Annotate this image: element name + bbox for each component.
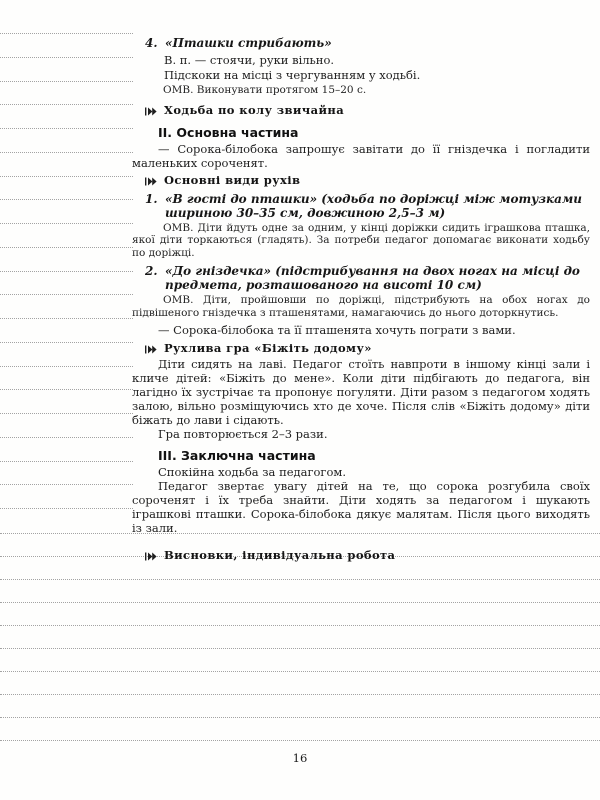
ruled-line bbox=[0, 223, 133, 224]
bullet-label: Основні види рухів bbox=[164, 172, 301, 187]
ruled-line bbox=[0, 104, 133, 105]
ruled-line bbox=[0, 648, 600, 649]
ruled-line bbox=[0, 271, 133, 272]
bullet-label: Рухлива гра «Біжіть додому» bbox=[164, 341, 372, 355]
exercise-2-heading bbox=[132, 264, 590, 292]
ruled-line bbox=[0, 33, 133, 34]
bullet-item-conclusions bbox=[132, 548, 590, 562]
ruled-line bbox=[0, 294, 133, 295]
exercise-title: «До гніздечка» (підстрибування на двох ногах на місці до предмета, розташованого на висоті 10 см) bbox=[165, 264, 580, 292]
ruled-line bbox=[0, 579, 600, 580]
double-arrow-icon bbox=[145, 175, 158, 184]
page-text-block bbox=[132, 30, 590, 562]
exercise-1-omv-note: ОМВ. Діти йдуть одне за одним, у кінці доріжки сидить іграшкова пташка, якої діти торкаються (гладять). За потреби педагог допомагає виконати ходьбу по доріжці. bbox=[132, 221, 590, 259]
double-arrow-icon bbox=[145, 343, 158, 352]
exercise-4-position-line: В. п. — стоячи, руки вільно. bbox=[164, 53, 335, 67]
double-arrow-icon bbox=[145, 105, 158, 114]
exercise-title: «В гості до пташки» (ходьба по доріжці між мотузками шириною 30–35 см, довжиною 2,5–3 м) bbox=[165, 191, 583, 220]
ruled-line bbox=[0, 128, 133, 129]
ruled-line bbox=[0, 366, 133, 367]
game-repeat-line: Гра повторюється 2–3 рази. bbox=[158, 427, 328, 441]
invite-line: — Сорока-білобока та її пташенята хочуть пограти з вами. bbox=[158, 323, 516, 337]
ruled-line bbox=[0, 176, 133, 177]
ruled-line bbox=[0, 199, 133, 200]
ruled-line bbox=[0, 247, 133, 248]
ruled-line bbox=[0, 389, 133, 390]
section-header-final-part: III. Заключна частина bbox=[158, 448, 316, 463]
exercise-4-omv-note: ОМВ. Виконувати протягом 15–20 с. bbox=[163, 84, 367, 96]
exercise-number: 1. bbox=[145, 191, 158, 206]
ruled-line bbox=[0, 461, 133, 462]
exercise-2-omv-note: ОМВ. Діти, пройшовши по доріжці, підстрибують на обох ногах до підвішеного гніздечка з пташенятами, намагаючись до нього доторкнутись. bbox=[132, 294, 590, 319]
bullet-label: Висновки, індивідуальна робота bbox=[164, 548, 396, 562]
double-arrow-icon bbox=[145, 550, 158, 559]
bullet-item-walk bbox=[132, 103, 590, 117]
section-header-main-part: II. Основна частина bbox=[158, 124, 299, 140]
ruled-line bbox=[0, 484, 133, 485]
bullet-label: Ходьба по колу звичайна bbox=[164, 102, 345, 117]
exercise-4-action-line: Підскоки на місці з чергуванням у ходьбі. bbox=[164, 67, 421, 82]
game-description-paragraph: Діти сидять на лаві. Педагог стоїть навпроти в іншому кінці зали і кличе дітей: «Біжіть до мене». Коли діти підбігають до педагога, він лагідно їх зустрічає та пропонує погуляти. Діти разом з педагогом ходять залою, вільно розміщуючись хто де хоче. Після слів «Біжіть додому» діти біжать до лави і сідають. bbox=[132, 357, 590, 427]
ruled-line bbox=[0, 717, 600, 718]
ruled-line bbox=[0, 602, 600, 603]
exercise-number: 4. bbox=[145, 36, 158, 50]
ruled-line bbox=[0, 342, 133, 343]
ruled-line bbox=[0, 671, 600, 672]
exercise-number: 2. bbox=[145, 264, 158, 278]
exercise-4-heading bbox=[132, 36, 590, 50]
exercise-title: «Пташки стрибають» bbox=[165, 36, 332, 50]
bullet-item-game bbox=[132, 341, 590, 355]
ruled-line bbox=[0, 625, 600, 626]
bullet-item-main-moves bbox=[132, 173, 590, 187]
final-part-line: Спокійна ходьба за педагогом. bbox=[158, 465, 346, 479]
ruled-line bbox=[0, 437, 133, 438]
ruled-line bbox=[0, 152, 133, 153]
ruled-line bbox=[0, 318, 133, 319]
ruled-line bbox=[0, 740, 600, 741]
ruled-line bbox=[0, 413, 133, 414]
ruled-line bbox=[0, 81, 133, 82]
main-part-intro-paragraph: — Сорока-білобока запрошує завітати до її гніздечка і погладити маленьких сороченят. bbox=[132, 141, 590, 170]
final-part-paragraph: Педагог звертає увагу дітей на те, що сорока розгубила своїх сороченят і їх треба знайти. Діти ходять за педагогом і шукають іграшкові пташки. Сорока-білобока дякує малятам. Після цього виходять із зали. bbox=[132, 479, 590, 535]
ruled-line bbox=[0, 508, 133, 509]
ruled-line bbox=[0, 57, 133, 58]
page-number: 16 bbox=[292, 751, 308, 765]
exercise-1-heading bbox=[132, 192, 590, 220]
ruled-line bbox=[0, 694, 600, 695]
